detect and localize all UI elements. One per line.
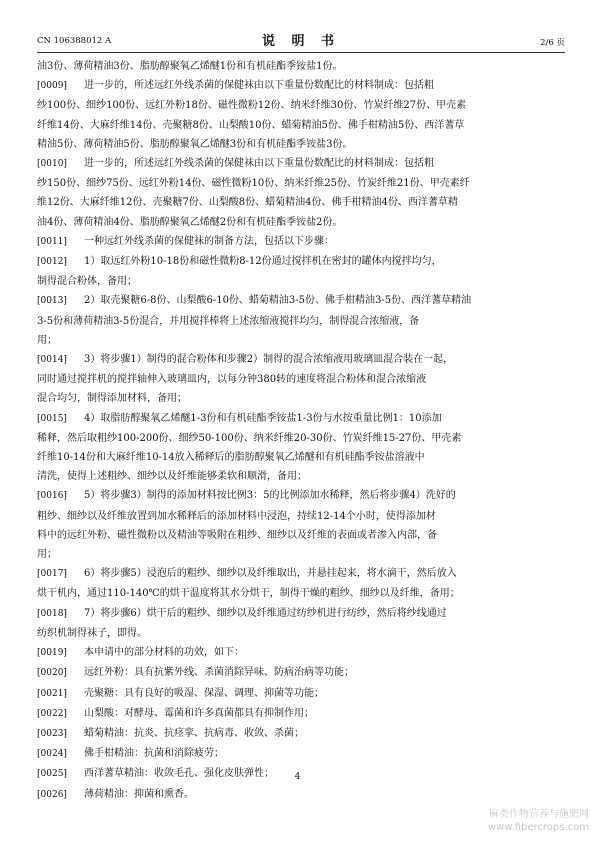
paragraph-line: [37, 486, 565, 506]
page-header: [37, 30, 565, 53]
paragraph: [37, 684, 565, 704]
paragraph-text: 进一步的，所述远红外线杀菌的保健袜由以下重量份数配比的材料制成：包括粗: [84, 158, 434, 170]
paragraph-number: [0026]: [37, 789, 67, 800]
paragraph-line: [37, 785, 565, 805]
paragraph-line: 纱150份、细纱75份、远红外粉14份、磁性微粉10份、纳米纤维25份、竹炭纤维21份、甲壳素纤: [37, 178, 470, 190]
paragraph-number: [0018]: [37, 608, 67, 619]
paragraph-number: [0014]: [37, 355, 67, 366]
paragraph-list: [37, 76, 565, 805]
paragraph-line: 粗纱、细纱以及纤维放置到加水稀释后的添加材料中浸泡，持续12-14个小时，使得添加材: [37, 510, 436, 522]
paragraph-number: [0016]: [37, 491, 67, 502]
paragraph: [37, 232, 565, 252]
paragraph-text: 本申请中的部分材料的功效，如下：: [84, 647, 244, 659]
paragraph-text: 4）取脂肪醇聚氧乙烯醚1-3份和有机硅酯季铵盐1-3份与水按重量比例1：10添加: [84, 412, 442, 424]
paragraph-line: [37, 350, 565, 370]
paragraph-line: [37, 724, 565, 744]
paragraph-number: [0009]: [37, 81, 67, 92]
paragraph-number: [0020]: [37, 668, 67, 679]
paragraph: [37, 663, 565, 683]
paragraph-text: 7）将步骤6）烘干后的粗纱、细纱以及纤维通过纺纱机进行纺纱，然后将纱线通过: [84, 607, 447, 619]
paragraph: [37, 704, 565, 724]
paragraph: [37, 744, 565, 764]
page-number: 4: [294, 772, 301, 782]
paragraph-line: [37, 643, 565, 663]
watermark-url: www.fibercrops.com: [487, 822, 589, 833]
paragraph-text: 一种远红外线杀菌的保健袜的制备方法，包括以下步骤：: [84, 235, 334, 247]
paragraph-text: 远红外粉：具有抗紫外线、杀菌消除异味、防病治病等功能；: [84, 667, 354, 679]
paragraph: [37, 409, 565, 487]
paragraph-text: 5）将步骤3）制得的添加材料按比例3：5的比例添加水稀释，然后将步骤4）洗好的: [84, 490, 456, 502]
paragraph-line: 精油5份、薄荷精油5份、脂肪醇聚氧乙烯醚3份和有机硅酯季铵盐3份。: [37, 138, 353, 150]
paragraph-line: [37, 409, 565, 429]
paragraph-line: [37, 564, 565, 584]
paragraph-text: 蜡菊精油：抗炎、抗痉挛、抗病毒、收敛、杀菌；: [84, 727, 304, 739]
paragraph-line: [37, 663, 565, 683]
paragraph: [37, 154, 565, 232]
paragraph-text: 3）将步骤1）制得的混合粉体和步骤2）制得的混合浓缩液用玻璃皿混合装在一起，: [84, 354, 454, 366]
paragraph-line: [37, 684, 565, 704]
paragraph-line: 纤维10-14份和大麻纤维10-14放入稀释后的脂肪醇聚氧乙烯醚和有机硅酯季铵盐溶液中: [37, 452, 425, 464]
paragraph-line: 清洗，使得上述粗纱、细纱以及纤维能够柔软和顺滑，备用；: [37, 471, 307, 483]
paragraph-line: 制得混合粉体，备用；: [37, 276, 137, 288]
paragraph-line: 用；: [37, 549, 57, 561]
paragraph-text: 1）取远红外粉10-18份和磁性微粉8-12份通过搅拌机在密封的罐体内搅拌均匀，: [84, 256, 442, 268]
watermark-site-name: 麻类作物营养与施肥网: [489, 809, 589, 820]
paragraph-line: 油4份、薄荷精油4份、脂肪醇聚氧乙烯醚2份和有机硅酯季铵盐2份。: [37, 216, 343, 228]
paragraph-line: [37, 704, 565, 724]
paragraph: [37, 604, 565, 643]
paragraph-number: [0023]: [37, 728, 67, 739]
paragraph-number: [0019]: [37, 648, 67, 659]
paragraph-text: 壳聚糖：具有良好的吸湿、保湿、调理、抑菌等功能；: [84, 687, 324, 699]
paragraph-line: 维12份、大麻纤维12份、壳聚糖7份、山梨酸8份、蜡菊精油4份、佛手柑精油4份、西洋蓍草精: [37, 197, 458, 209]
paragraph-line: 纤维14份、大麻纤维14份、壳聚糖8份、山梨酸10份、蜡菊精油5份、佛手柑精油5份、西洋蓍草: [37, 119, 465, 131]
paragraph-text: 西洋蓍草精油：收敛毛孔、强化皮肤弹性；: [84, 768, 274, 780]
paragraph-number: [0010]: [37, 159, 67, 170]
paragraph: [37, 291, 565, 350]
paragraph: [37, 252, 565, 291]
paragraph-line: [37, 232, 565, 252]
paragraph-line: 纺织机制得袜子，即得。: [37, 627, 147, 639]
paragraph-line: [37, 291, 565, 311]
paragraph: [37, 350, 565, 409]
paragraph-text: 山梨酸：对酵母、霉菌和许多真菌都具有抑制作用；: [84, 707, 314, 719]
paragraph-line: 3-5份和薄荷精油3-5份混合，并用搅拌棒将上述浓缩液搅拌均匀，制得混合浓缩液，备: [37, 315, 420, 327]
paragraph-text: 6）将步骤5）浸泡后的粗纱、细纱以及纤维取出，并悬挂起来，将水滴干，然后放入: [84, 568, 457, 580]
paragraph-line: 料中的远红外粉、磁性微粉以及精油等吸附在粗纱、细纱以及纤维的表面或者渗入内部，备: [37, 529, 437, 541]
paragraph-number: [0015]: [37, 413, 67, 424]
paragraph-number: [0025]: [37, 769, 67, 780]
paragraph-text: 佛手柑精油：抗菌和消除疲劳；: [84, 748, 224, 760]
paragraph-line: 同时通过搅拌机的搅拌轴伸入玻璃皿内，以每分钟380转的速度将混合粉体和混合浓缩液: [37, 374, 427, 386]
paragraph-line: [37, 154, 565, 174]
paragraph-number: [0022]: [37, 708, 67, 719]
paragraph-number: [0021]: [37, 688, 67, 699]
paragraph: [37, 486, 565, 564]
paragraph: [37, 76, 565, 154]
paragraph-text: 薄荷精油：抑菌和熏香。: [84, 788, 194, 800]
paragraph-line: 混合均匀，制得添加材料，备用；: [37, 393, 187, 405]
paragraph: [37, 785, 565, 805]
document-body: [37, 57, 565, 805]
paragraph: [37, 643, 565, 663]
page-count: 2/6 页: [540, 38, 565, 48]
paragraph-line: 烘干机内，通过110-140℃的烘干温度将其水分烘干，制得干燥的粗纱、细纱以及纤维，备用；: [37, 588, 460, 600]
paragraph-line: [37, 252, 565, 272]
paragraph-line: [37, 76, 565, 96]
paragraph-line: 稀释，然后取粗纱100-200份、细纱50-100份、纳米纤维20-30份、竹炭纤维15-27份、甲壳素: [37, 432, 462, 444]
paragraph-text: 2）取壳聚糖6-8份、山梨酸6-10份、蜡菊精油3-5份、佛手柑精油3-5份、西洋蓍草精油: [84, 295, 472, 307]
paragraph-line: [37, 604, 565, 624]
paragraph-number: [0013]: [37, 296, 67, 307]
paragraph-number: [0017]: [37, 569, 67, 580]
document-title: 说 明 书: [261, 34, 341, 49]
paragraph-line: [37, 744, 565, 764]
paragraph-text: 进一步的，所述远红外线杀菌的保健袜由以下重量份数配比的材料制成：包括粗: [84, 80, 434, 92]
paragraph-line: 纱100份、细纱100份、远红外粉18份、磁性微粉12份、纳米纤维30份、竹炭纤维27份、甲壳素: [37, 100, 467, 112]
paragraph-number: [0024]: [37, 749, 67, 760]
lead-in-text: 油3份、薄荷精油3份、脂肪醇聚氧乙烯醚1份和有机硅酯季铵盐1份。: [37, 61, 343, 72]
paragraph: [37, 564, 565, 603]
site-watermark: [488, 808, 589, 834]
paragraph: [37, 724, 565, 744]
paragraph-line: 用；: [37, 334, 57, 346]
publication-number: CN 106388012 A: [37, 36, 112, 46]
paragraph-number: [0011]: [37, 236, 67, 247]
paragraph-number: [0012]: [37, 257, 67, 268]
